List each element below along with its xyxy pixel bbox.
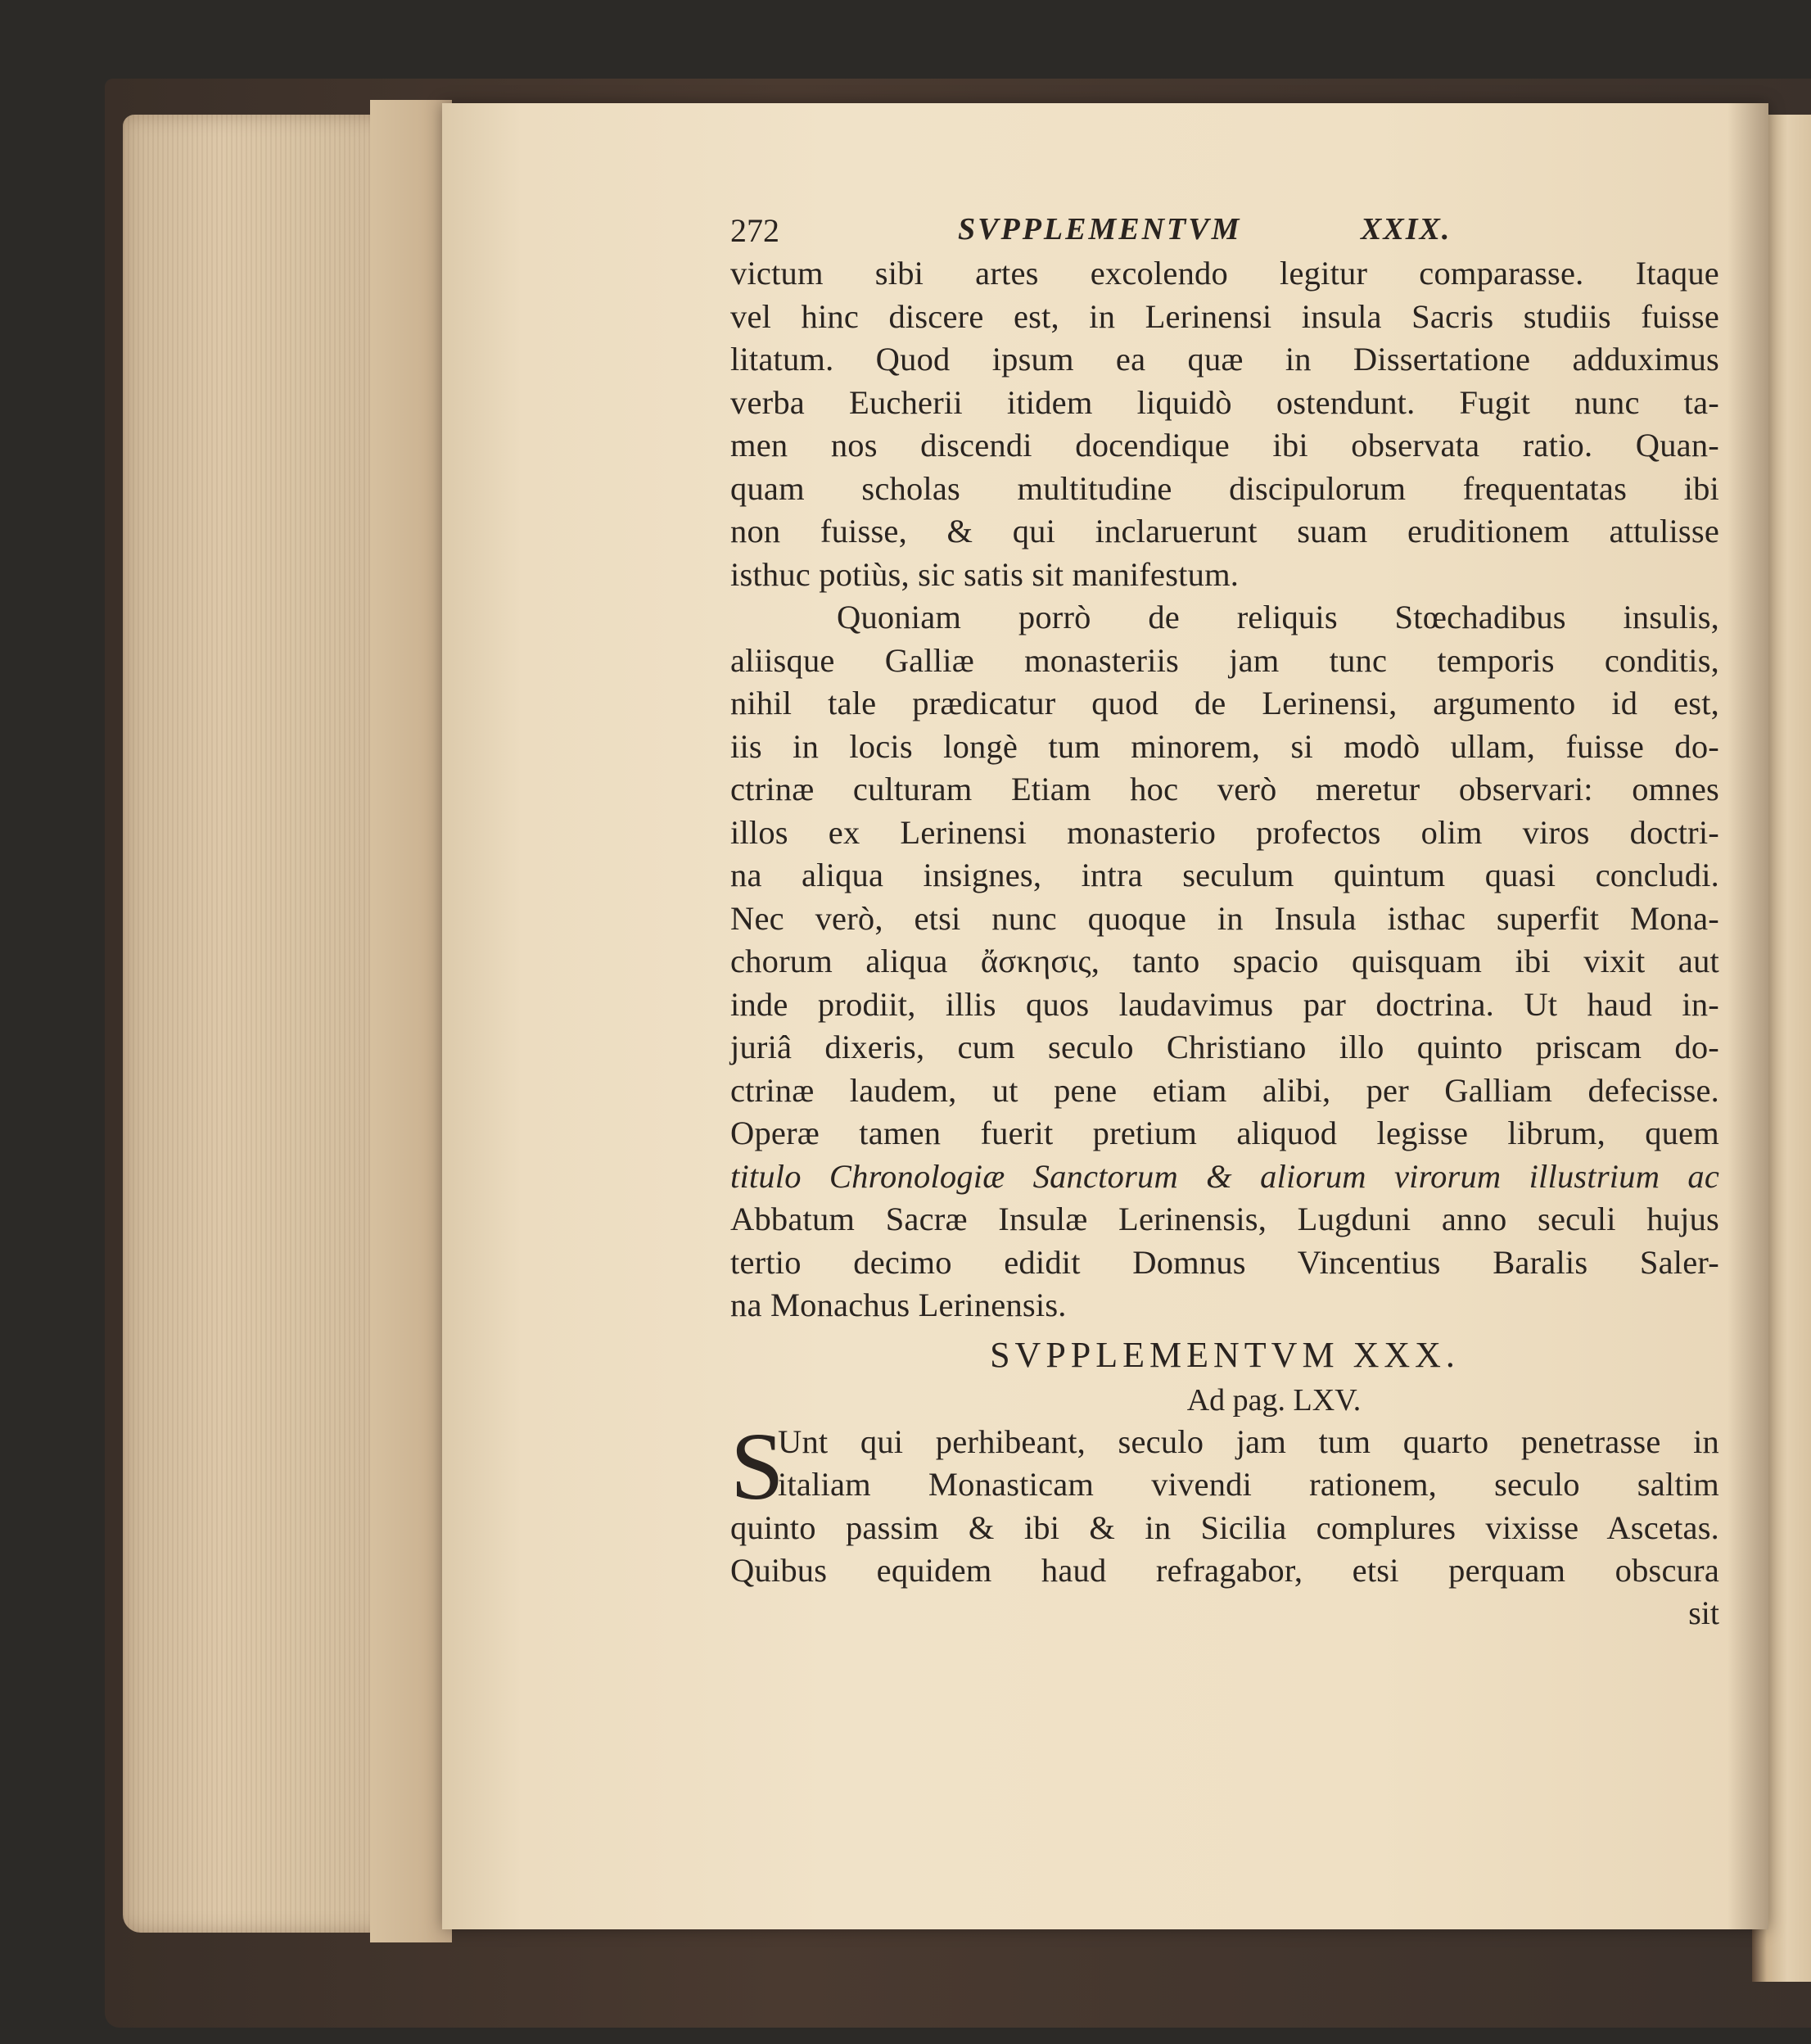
text-line: Operæ tamen fuerit pretium aliquod legisse librum, quem [730,1115,1719,1151]
text-line: Nec verò, etsi nunc quoque in Insula isthac superfit Mona- [730,899,1719,937]
text-line: verba Eucherii itidem liquidò ostendunt. Fugit nunc ta- [730,383,1719,421]
text-line: litatum. Quod ipsum ea quæ in Dissertatione adduximus [730,341,1719,378]
text-line: Quoniam porrò de reliquis Stœchadibus insulis, [837,599,1719,635]
text-line: Quibus equidem haud refragabor, etsi perquam obscura [730,1552,1719,1589]
text-line: aliisque Galliæ monasteriis jam tunc temporis conditis, [730,641,1719,679]
text-line: men nos discendi docendique ibi observata ratio. Quan- [730,427,1719,464]
text-line: illos ex Lerinensi monasterio profectos olim viros doctri- [730,813,1719,851]
text-line: juriâ dixeris, cum seculo Christiano illo quinto priscam do- [730,1029,1719,1065]
page-number: 272 [730,212,779,249]
drop-cap: S [730,1412,784,1520]
text-line: quinto passim & ibi & in Sicilia complures vixisse Ascetas. [730,1508,1719,1546]
text-line: Abbatum Sacræ Insulæ Lerinensis, Lugduni anno seculi hujus [730,1201,1719,1237]
page-edges-inner [370,100,452,1942]
section-heading: SVPPLEMENTVM XXX. [990,1334,1460,1375]
text-line: nihil tale prædicatur quod de Lerinensi, argumento id est, [730,685,1719,721]
text-line: inde prodiit, illis quos laudavimus par doctrina. Ut haud in- [730,985,1719,1023]
text-line: na aliqua insignes, intra seculum quintum quasi concludi. [730,857,1719,893]
running-section-number: XXIX. [1361,212,1452,246]
text-line: ctrinæ culturam Etiam hoc verò meretur observari: omnes [730,771,1719,807]
page-gutter-shadow [1727,103,1768,1929]
catchword: sit [1688,1594,1719,1631]
section-reference: Ad pag. LXV. [1186,1382,1362,1418]
text-line: isthuc potiùs, sic satis sit manifestum. [730,555,1240,593]
text-line: tertio decimo edidit Domnus Vincentius Baralis Saler- [730,1243,1719,1281]
text-line: italiam Monasticam vivendi rationem, seculo saltim [778,1466,1719,1503]
text-line: non fuisse, & qui inclaruerunt suam eruditionem attulisse [730,513,1719,549]
text-line: chorum aliqua ἄσκησις, tanto spacio quisquam ibi vixit aut [730,943,1719,979]
text-line: iis in locis longè tum minorem, si modò ullam, fuisse do- [730,727,1719,765]
text-line: na Monachus Lerinensis. [730,1287,1067,1323]
text-line-italic: titulo Chronologiæ Sanctorum & aliorum virorum illustrium ac [730,1157,1719,1195]
page-text [730,203,1719,1634]
text-line: ctrinæ laudem, ut pene etiam alibi, per Galliam defecisse. [730,1071,1719,1109]
text-line: victum sibi artes excolendo legitur comparasse. Itaque [730,255,1719,292]
running-head [730,203,1719,252]
text-line: quam scholas multitudine discipulorum frequentatas ibi [730,469,1719,507]
paragraph-1 [730,252,1719,596]
paragraph-2 [730,596,1719,1327]
paragraph-3 [730,1412,1719,1593]
text-line: vel hinc discere est, in Lerinensi insula Sacris studiis fuisse [730,297,1719,335]
running-title: SVPPLEMENTVM [958,212,1242,246]
text-line: Unt qui perhibeant, seculo jam tum quarto penetrasse in [778,1422,1719,1460]
